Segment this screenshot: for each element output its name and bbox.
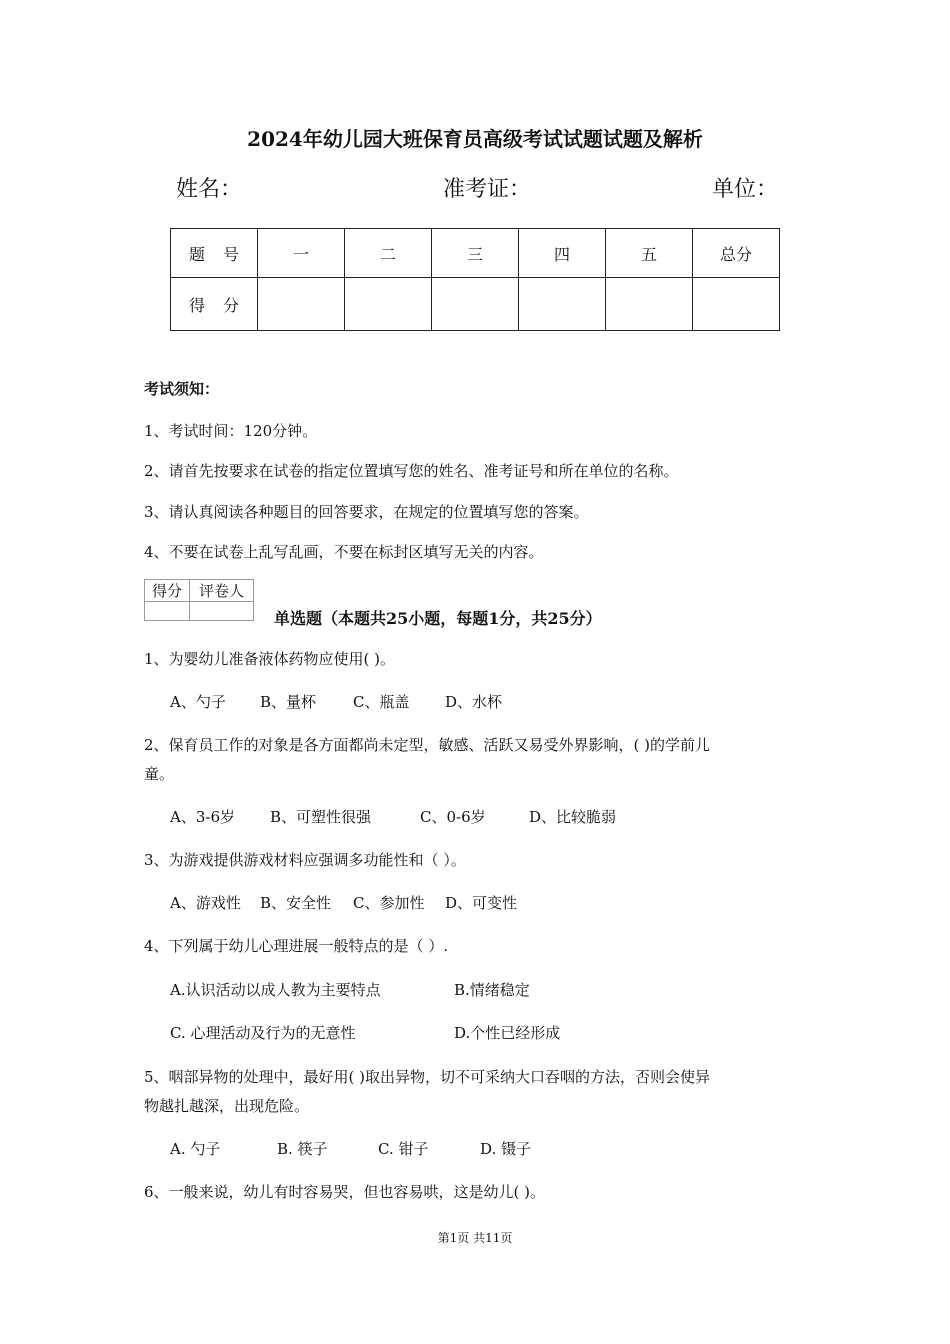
question-3-option-b[interactable]: B、安全性: [260, 894, 332, 912]
question-2-option-c[interactable]: C、0-6岁: [420, 808, 486, 826]
question-2-stem-line-1: 2、保育员工作的对象是各方面都尚未定型，敏感、活跃又易受外界影响，( )的学前儿: [144, 736, 711, 754]
grader-score-cell[interactable]: [145, 602, 190, 621]
score-table-col-4: 四: [519, 229, 606, 278]
question-2-stem-line-2: 童。: [144, 765, 175, 783]
notice-item-3: 3、请认真阅读各种题目的回答要求，在规定的位置填写您的答案。: [144, 503, 589, 521]
question-5-option-d[interactable]: D. 镊子: [480, 1140, 532, 1158]
question-2-option-b[interactable]: B、可塑性很强: [270, 808, 372, 826]
grader-name-label: 评卷人: [190, 580, 254, 602]
notice-heading: 考试须知：: [144, 380, 220, 398]
score-table-col-1: 一: [258, 229, 345, 278]
question-4-option-d[interactable]: D.个性已经形成: [454, 1024, 561, 1042]
score-table: [170, 228, 780, 331]
question-3-stem: 3、为游戏提供游戏材料应强调多功能性和（ ）。: [144, 851, 466, 869]
question-6-stem: 6、一般来说，幼儿有时容易哭，但也容易哄，这是幼儿( )。: [144, 1183, 546, 1201]
question-3-option-d[interactable]: D、可变性: [445, 894, 518, 912]
grader-score-label: 得分: [145, 580, 190, 602]
grader-box: [144, 579, 254, 621]
page-footer: 第1页 共11页: [437, 1231, 513, 1245]
question-4-option-a[interactable]: A.认识活动以成人教为主要特点: [170, 981, 381, 999]
score-table-col-2: 二: [345, 229, 432, 278]
section-title: 单选题（本题共25小题，每题1分，共25分）: [274, 609, 602, 628]
question-3-option-a[interactable]: A、游戏性: [170, 894, 241, 912]
notice-item-2: 2、请首先按要求在试卷的指定位置填写您的姓名、准考证号和所在单位的名称。: [144, 462, 679, 480]
score-cell-3[interactable]: [432, 278, 519, 331]
unit-label: 单位：: [712, 177, 779, 202]
score-cell-4[interactable]: [519, 278, 606, 331]
score-cell-5[interactable]: [606, 278, 693, 331]
question-5-stem-line-2: 物越扎越深，出现危险。: [144, 1097, 310, 1115]
exam-id-label: 准考证：: [443, 177, 532, 202]
question-5-stem-line-1: 5、咽部异物的处理中，最好用( )取出异物，切不可采纳大口吞咽的方法，否则会使异: [144, 1068, 711, 1086]
question-1-option-c[interactable]: C、瓶盖: [353, 693, 410, 711]
question-2-option-d[interactable]: D、比较脆弱: [529, 808, 617, 826]
page-title: 2024年幼儿园大班保育员高级考试试题试题及解析: [247, 127, 703, 151]
question-1-option-a[interactable]: A、勺子: [170, 693, 226, 711]
name-label: 姓名：: [176, 177, 243, 202]
score-cell-2[interactable]: [345, 278, 432, 331]
question-1-option-d[interactable]: D、水杯: [445, 693, 503, 711]
question-4-stem: 4、下列属于幼儿心理进展一般特点的是（ ）.: [144, 937, 449, 955]
question-5-option-c[interactable]: C. 钳子: [378, 1140, 429, 1158]
question-5-option-a[interactable]: A. 勺子: [170, 1140, 221, 1158]
question-1-option-b[interactable]: B、量杯: [260, 693, 317, 711]
score-cell-1[interactable]: [258, 278, 345, 331]
question-4-option-c[interactable]: C. 心理活动及行为的无意性: [170, 1024, 356, 1042]
score-table-col-3: 三: [432, 229, 519, 278]
score-table-header-label: 题号: [171, 229, 258, 278]
score-table-col-total: 总分: [693, 229, 780, 278]
question-2-option-a[interactable]: A、3-6岁: [170, 808, 235, 826]
grader-name-cell[interactable]: [190, 602, 254, 621]
score-table-score-label: 得分: [171, 278, 258, 331]
score-table-col-5: 五: [606, 229, 693, 278]
score-cell-total[interactable]: [693, 278, 780, 331]
notice-item-4: 4、不要在试卷上乱写乱画，不要在标封区填写无关的内容。: [144, 543, 544, 561]
question-1-stem: 1、为婴幼儿准备液体药物应使用( )。: [144, 650, 396, 668]
question-3-option-c[interactable]: C、参加性: [353, 894, 425, 912]
question-4-option-b[interactable]: B.情绪稳定: [454, 981, 530, 999]
question-5-option-b[interactable]: B. 筷子: [277, 1140, 328, 1158]
notice-item-1: 1、考试时间：120分钟。: [144, 422, 318, 440]
